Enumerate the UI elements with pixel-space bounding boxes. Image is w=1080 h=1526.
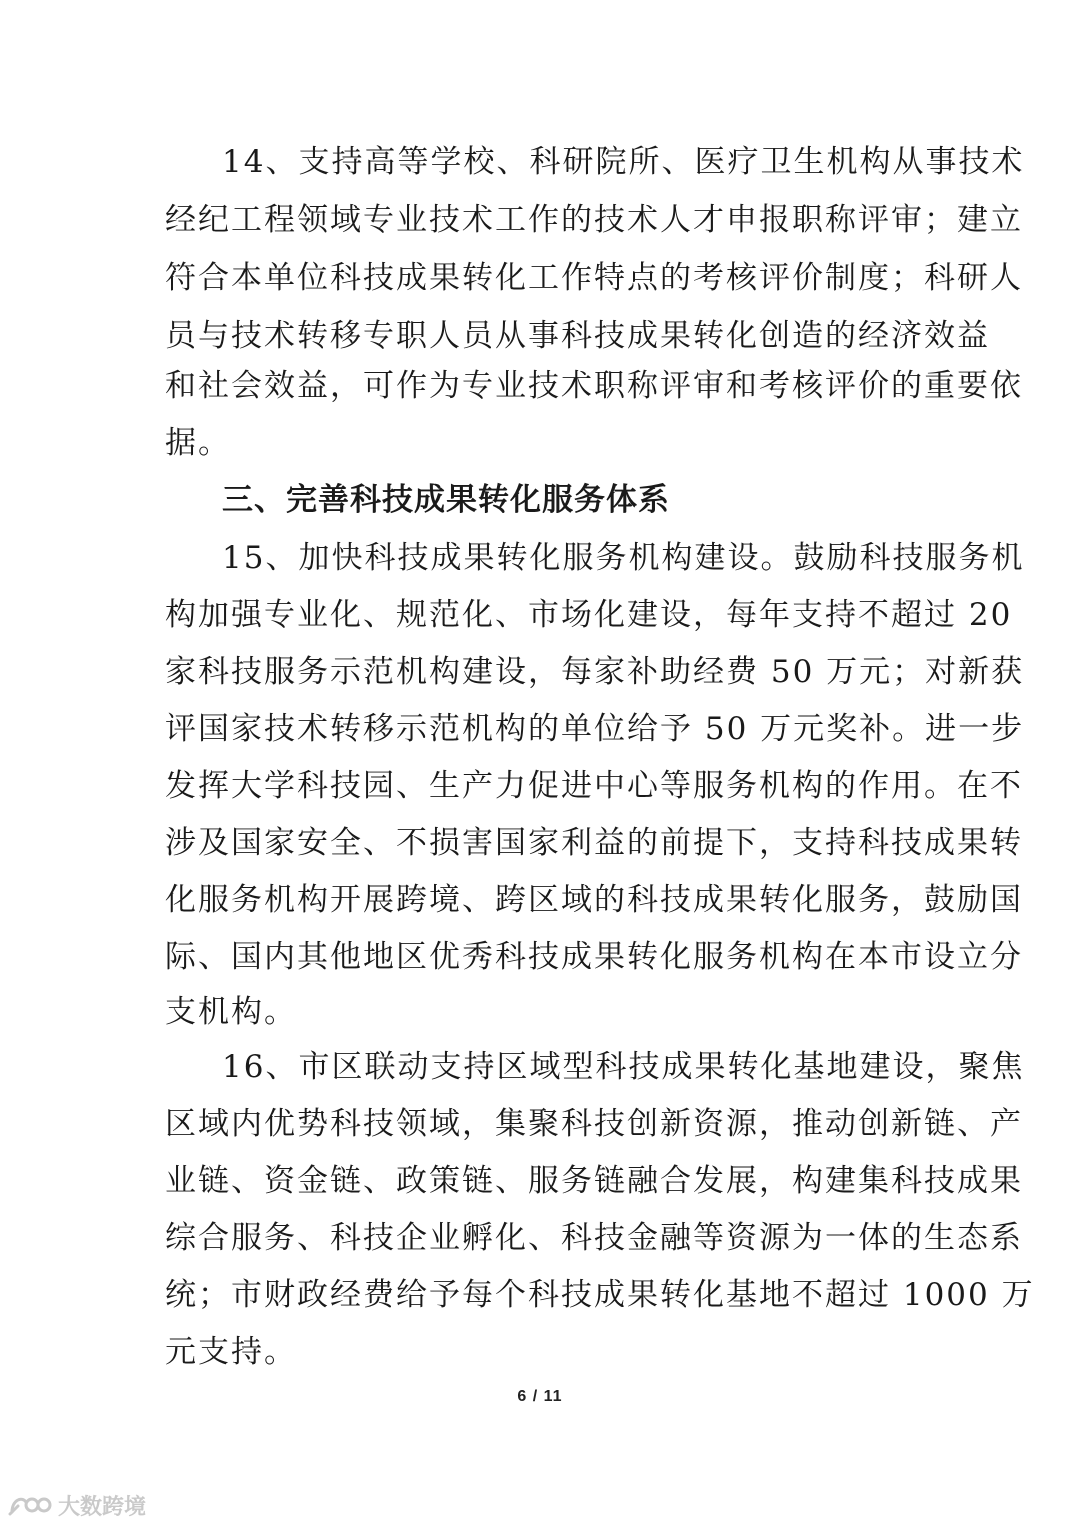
paragraph-15-line-1: 15、加快科技成果转化服务机构建设。鼓励科技服务机 (222, 540, 1025, 576)
paragraph-16-line-2: 区域内优势科技领域，集聚科技创新资源，推动创新链、产 (165, 1106, 1023, 1142)
paragraph-14-line-5: 和社会效益，可作为专业技术职称评审和考核评价的重要依 (165, 368, 1023, 404)
paragraph-14-line-4: 员与技术转移专职人员从事科技成果转化创造的经济效益 (165, 318, 990, 354)
page-number: 6 / 11 (517, 1388, 563, 1405)
paragraph-14-line-6: 据。 (165, 425, 231, 461)
paragraph-16-line-3: 业链、资金链、政策链、服务链融合发展，构建集科技成果 (165, 1163, 1023, 1199)
paragraph-15-line-4: 评国家技术转移示范机构的单位给予 50 万元奖补。进一步 (165, 711, 1025, 747)
paragraph-15-line-3: 家科技服务示范机构建设，每家补助经费 50 万元；对新获 (165, 654, 1025, 690)
paragraph-15-line-9: 支机构。 (165, 994, 297, 1030)
paragraph-16-line-1: 16、市区联动支持区域型科技成果转化基地建设，聚焦 (222, 1049, 1025, 1085)
watermark (8, 1490, 146, 1520)
paragraph-15-line-2: 构加强专业化、规范化、市场化建设，每年支持不超过 20 (165, 597, 1013, 633)
paragraph-14-line-1: 14、支持高等学校、科研院所、医疗卫生机构从事技术 (222, 144, 1025, 180)
paragraph-16-line-5: 统；市财政经费给予每个科技成果转化基地不超过 1000 万 (165, 1277, 1035, 1313)
paragraph-14-line-3: 符合本单位科技成果转化工作特点的考核评价制度；科研人 (165, 260, 1023, 296)
paragraph-15-line-7: 化服务机构开展跨境、跨区域的科技成果转化服务，鼓励国 (165, 882, 1023, 918)
paragraph-15-line-8: 际、国内其他地区优秀科技成果转化服务机构在本市设立分 (165, 939, 1023, 975)
watermark-text: 大数跨境 (58, 1494, 147, 1520)
watermark-logo-icon (8, 1492, 52, 1518)
paragraph-14-line-2: 经纪工程领域专业技术工作的技术人才申报职称评审；建立 (165, 202, 1023, 238)
paragraph-16-line-4: 综合服务、科技企业孵化、科技金融等资源为一体的生态系 (165, 1220, 1023, 1256)
section-heading-3: 三、完善科技成果转化服务体系 (222, 482, 670, 518)
paragraph-15-line-6: 涉及国家安全、不损害国家利益的前提下，支持科技成果转 (165, 825, 1023, 861)
paragraph-15-line-5: 发挥大学科技园、生产力促进中心等服务机构的作用。在不 (165, 768, 1023, 804)
paragraph-16-line-6: 元支持。 (165, 1334, 297, 1370)
